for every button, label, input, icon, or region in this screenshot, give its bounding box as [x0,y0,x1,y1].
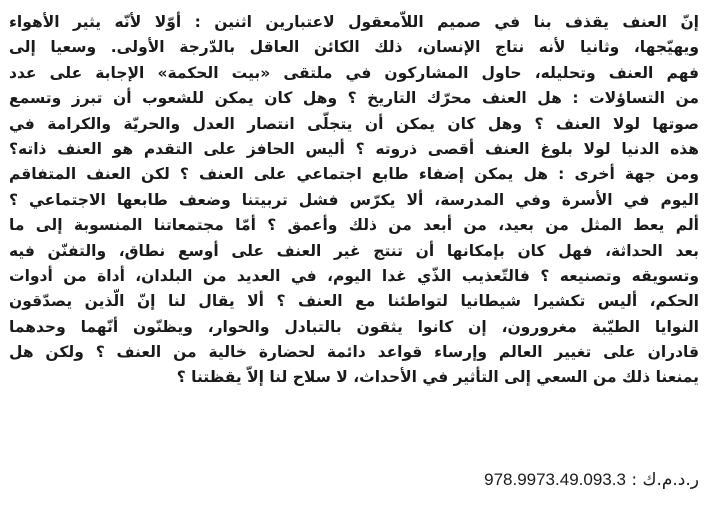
paragraph-line: الحكم، أليس تكشيرا شيطانيا لتواطئنا مع العنف ؟ ألا يقال لنا إنّ الّذين يصدّقون [9,292,699,311]
paragraph-line: ويهيّجها، وثانيا لأنه نتاج الإنسان، ذلك الكائن العاقل بالدّرجة الأولى. وسعيا إلى [9,38,699,57]
paragraph-line: فهم العنف وتحليله، حاول المشاركون في ملتقى «بيت الحكمة» الإجابة على عدد [9,63,699,82]
isbn-label: ر.د.م.ك : [631,470,699,490]
paragraph-line: النوايا الطيّبة مغرورون، إن كانوا يثقون بالتبادل والحوار، ويظنّون أنّهما وحدهما [9,317,699,336]
paragraph-line: بعد الحداثة، فهل كان بإمكانها أن تنتج غير العنف على أوسع نطاق، والتفنّن فيه [9,241,699,260]
paragraph-line: هذه الدنيا لولا بلوغ العنف أقصى ذروته ؟ أليس الحافز على التقدم هو العنف ذاته؟ [9,139,699,158]
paragraph-line: من التساؤلات : هل العنف محرّك التاريخ ؟ وهل كان يمكن للشعوب أن تبرز وتسمع [9,89,699,108]
paragraph-line: وتسويقه وتصنيعه ؟ فالتّعذيب الذّي غدا اليوم، في العديد من البلدان، أداة من أدوات [9,266,699,285]
paragraph-line: صوتها لولا العنف ؟ وهل كان يمكن أن يتجلّى انتصار العدل والحريّة والكرامة في [9,114,699,133]
isbn-number: 978.9973.49.093.3 [484,470,626,489]
paragraph-line: ومن جهة أخرى : هل يمكن إضفاء طابع اجتماعي على العنف ؟ لكن العنف المتفاقم [9,165,699,184]
paragraph-line: يمنعنا ذلك من السعي إلى التأثير في الأحداث، لا سلاح لنا إلاّ يقظتنا ؟ [176,368,699,387]
paragraph-line: إنّ العنف يقذف بنا في صميم اللاّمعقول لاعتبارين اثنين : أوّلا لأنّه يثير الأهواء [9,13,699,31]
paragraph-line: اليوم في الأسرة وفي المدرسة، ألا يكرّس فشل تربيتنا وضعف طابعها الاجتماعي ؟ [9,190,699,209]
paragraph-line: قادران على تغيير العالم وإرساء قواعد دائمة لحضارة خالية من العنف ؟ ولكن هل [9,343,699,362]
paragraph-line: ألم يعط المثل من بعيد، من أبعد من ذلك وأعمق ؟ أمّا مجتمعاتنا المنسوبة إلى ما [9,216,699,235]
isbn-line [484,468,699,492]
summary-paragraph [9,10,699,391]
